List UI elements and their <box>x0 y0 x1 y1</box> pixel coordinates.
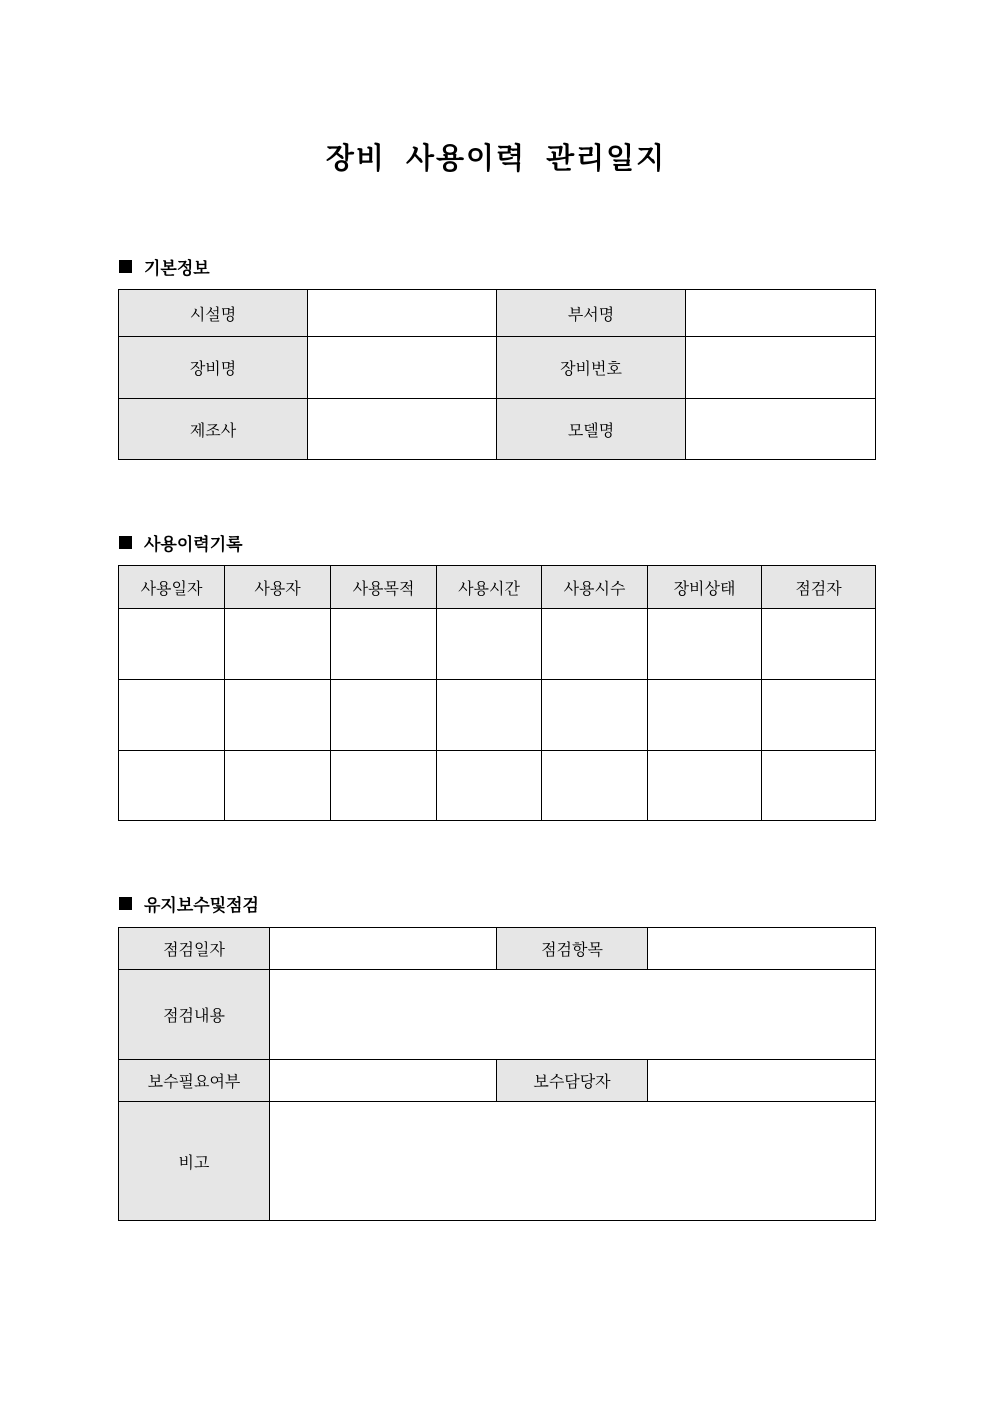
table-cell[interactable] <box>225 751 331 821</box>
table-cell[interactable] <box>437 751 542 821</box>
table-row <box>119 609 876 680</box>
table-row <box>119 337 876 399</box>
remarks-label: 비고 <box>119 1102 270 1221</box>
model-name-label: 모델명 <box>497 399 686 460</box>
facility-name-label: 시설명 <box>119 290 308 337</box>
table-cell[interactable] <box>542 680 648 751</box>
table-row <box>119 290 876 337</box>
table-cell[interactable] <box>648 609 762 680</box>
table-cell[interactable] <box>762 680 876 751</box>
equipment-name-label: 장비명 <box>119 337 308 399</box>
repair-needed-label: 보수필요여부 <box>119 1060 270 1102</box>
table-cell[interactable] <box>648 751 762 821</box>
square-bullet-icon <box>119 260 132 273</box>
inspection-item-label: 점검항목 <box>497 928 648 970</box>
column-header: 사용목적 <box>331 566 437 609</box>
table-cell[interactable] <box>762 751 876 821</box>
equipment-name-field[interactable] <box>308 337 497 399</box>
table-cell[interactable] <box>331 609 437 680</box>
equipment-number-label: 장비번호 <box>497 337 686 399</box>
table-row <box>119 1102 876 1221</box>
inspection-content-label: 점검내용 <box>119 970 270 1060</box>
table-cell[interactable] <box>331 751 437 821</box>
column-header: 사용자 <box>225 566 331 609</box>
department-name-label: 부서명 <box>497 290 686 337</box>
table-cell[interactable] <box>648 680 762 751</box>
table-cell[interactable] <box>762 609 876 680</box>
remarks-field[interactable] <box>270 1102 876 1221</box>
repair-manager-label: 보수담당자 <box>497 1060 648 1102</box>
facility-name-field[interactable] <box>308 290 497 337</box>
table-cell[interactable] <box>542 609 648 680</box>
maintenance-table <box>118 927 876 1221</box>
basic-info-table <box>118 289 876 460</box>
model-name-field[interactable] <box>686 399 876 460</box>
table-header-row <box>119 566 876 609</box>
basic-info-heading <box>119 254 210 279</box>
repair-needed-field[interactable] <box>270 1060 497 1102</box>
table-cell[interactable] <box>119 609 225 680</box>
usage-history-heading <box>119 530 243 555</box>
inspection-item-field[interactable] <box>648 928 876 970</box>
column-header: 사용일자 <box>119 566 225 609</box>
table-cell[interactable] <box>542 751 648 821</box>
inspection-date-label: 점검일자 <box>119 928 270 970</box>
column-header: 점검자 <box>762 566 876 609</box>
maintenance-heading <box>119 891 259 916</box>
column-header: 사용시간 <box>437 566 542 609</box>
usage-history-heading-text: 사용이력기록 <box>144 535 243 555</box>
repair-manager-field[interactable] <box>648 1060 876 1102</box>
table-row <box>119 970 876 1060</box>
square-bullet-icon <box>119 536 132 549</box>
column-header: 사용시수 <box>542 566 648 609</box>
table-cell[interactable] <box>119 751 225 821</box>
table-row <box>119 680 876 751</box>
table-cell[interactable] <box>119 680 225 751</box>
usage-history-table <box>118 565 876 821</box>
square-bullet-icon <box>119 897 132 910</box>
table-cell[interactable] <box>225 680 331 751</box>
manufacturer-field[interactable] <box>308 399 497 460</box>
page-title: 장비 사용이력 관리일지 <box>325 141 667 175</box>
manufacturer-label: 제조사 <box>119 399 308 460</box>
maintenance-heading-text: 유지보수및점검 <box>144 896 259 916</box>
table-row <box>119 1060 876 1102</box>
basic-info-heading-text: 기본정보 <box>144 259 210 279</box>
inspection-date-field[interactable] <box>270 928 497 970</box>
column-header: 장비상태 <box>648 566 762 609</box>
department-name-field[interactable] <box>686 290 876 337</box>
inspection-content-field[interactable] <box>270 970 876 1060</box>
table-row <box>119 928 876 970</box>
table-cell[interactable] <box>437 680 542 751</box>
table-cell[interactable] <box>225 609 331 680</box>
table-cell[interactable] <box>437 609 542 680</box>
table-cell[interactable] <box>331 680 437 751</box>
table-row <box>119 399 876 460</box>
table-row <box>119 751 876 821</box>
equipment-number-field[interactable] <box>686 337 876 399</box>
